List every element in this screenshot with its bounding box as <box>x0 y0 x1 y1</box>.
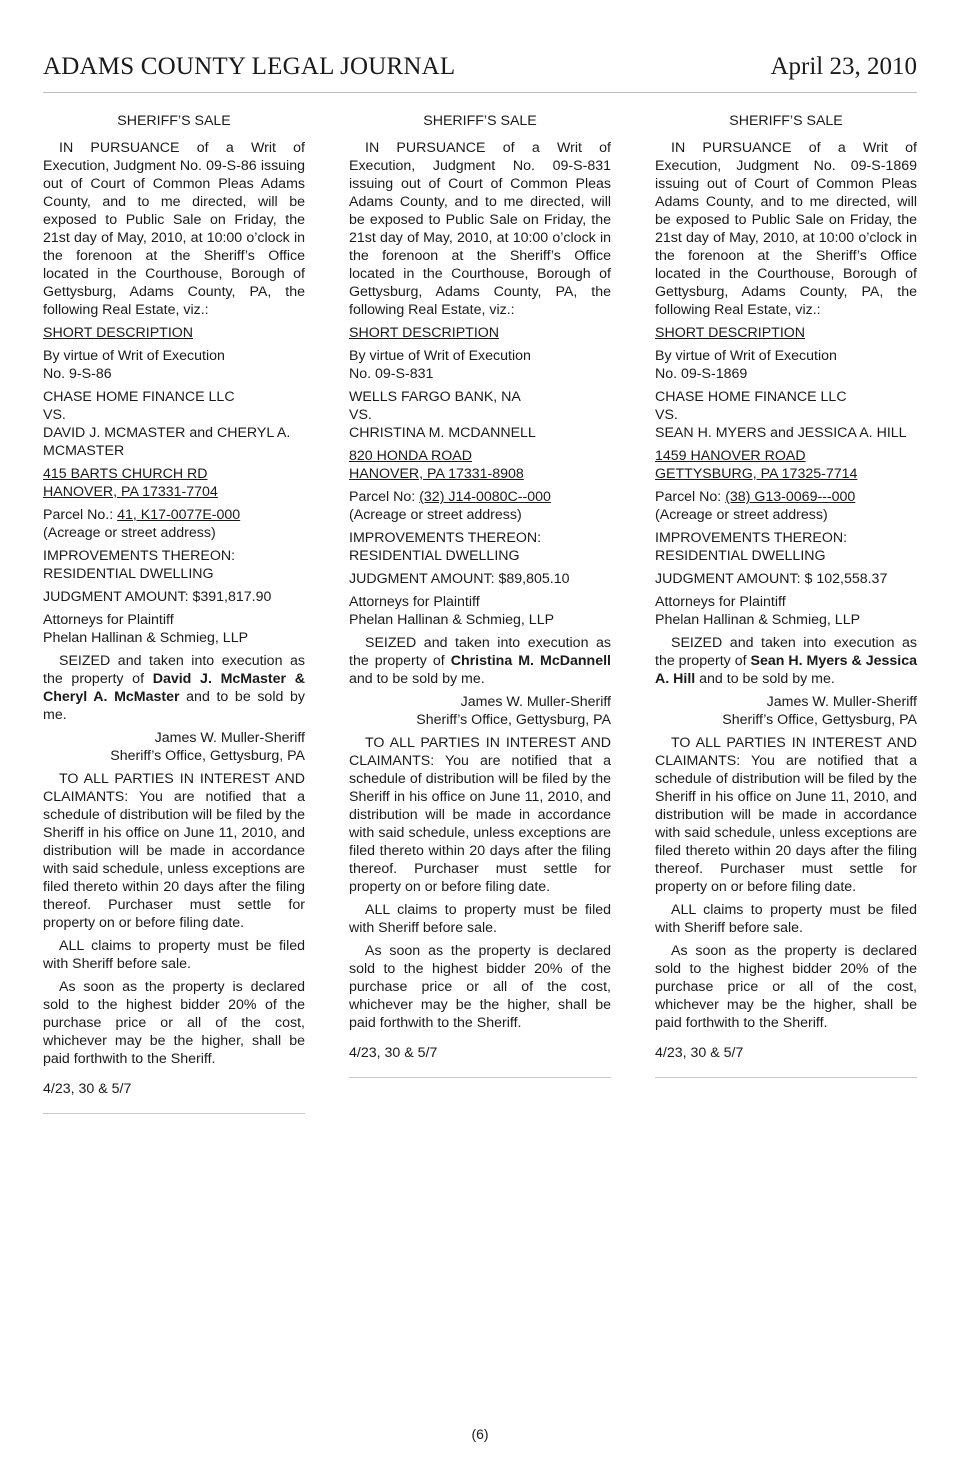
notice-divider <box>43 1103 305 1114</box>
judgment-amount: JUDGMENT AMOUNT: $ 102,558.37 <box>655 571 888 587</box>
sheriff-office: Sheriff’s Office, Gettysburg, PA <box>416 712 611 728</box>
writ-line: By virtue of Writ of Execution <box>349 348 531 364</box>
sheriff-name: James W. Muller-Sheriff <box>766 694 917 710</box>
versus: VS. <box>655 407 678 423</box>
law-firm: Phelan Hallinan & Schmieg, LLP <box>655 612 861 628</box>
writ-block <box>43 347 305 383</box>
parties-notice: TO ALL PARTIES IN INTEREST AND CLAIMANTS: You are notified that a schedule of distribution will be filed by the Sheriff in his office on June 11, 2010, and distribution will be made in accordance with said schedule, unless exceptions are filed thereto within 20 days after the filing thereof. Purchaser must settle for property on or before filing date. <box>655 735 917 895</box>
journal-title: ADAMS COUNTY LEGAL JOURNAL <box>43 53 456 80</box>
parcel-block <box>349 488 611 524</box>
sheriff-office: Sheriff’s Office, Gettysburg, PA <box>110 748 305 764</box>
seizure-statement <box>349 634 611 688</box>
attorneys-label: Attorneys for Plaintiff <box>655 594 786 610</box>
improvements <box>43 547 305 583</box>
law-firm: Phelan Hallinan & Schmieg, LLP <box>43 630 249 646</box>
seizure-text-end: and to be sold by me. <box>349 671 485 687</box>
claims-notice: ALL claims to property must be filed with Sheriff before sale. <box>43 938 305 972</box>
seizure-text: SEIZED and taken into execution as the property of <box>655 635 917 669</box>
writ-block <box>349 347 611 383</box>
payment-notice: As soon as the property is declared sold to the highest bidder 20% of the purchase price or all of the cost, whichever may be the higher, shall be paid forthwith to the Sheriff. <box>349 943 611 1031</box>
improvements-value: RESIDENTIAL DWELLING <box>349 548 520 564</box>
writ-number: No. 09-S-831 <box>349 366 434 382</box>
improvements-value: RESIDENTIAL DWELLING <box>43 566 214 582</box>
plaintiff: WELLS FARGO BANK, NA <box>349 389 521 405</box>
issue-date: April 23, 2010 <box>770 53 917 80</box>
parcel-block <box>43 506 305 542</box>
judgment-amount: JUDGMENT AMOUNT: $89,805.10 <box>349 571 570 587</box>
acreage-note: (Acreage or street address) <box>655 507 828 523</box>
writ-line: By virtue of Writ of Execution <box>655 348 837 364</box>
parcel-number: (38) G13-0069---000 <box>725 489 856 505</box>
defendant: SEAN H. MYERS and JESSICA A. HILL <box>655 425 907 441</box>
short-description-label: SHORT DESCRIPTION <box>43 325 194 341</box>
parcel-number: 41, K17-0077E-000 <box>117 507 241 523</box>
writ-block <box>655 347 917 383</box>
address-line-2: HANOVER, PA 17331-8908 <box>349 466 524 482</box>
notice-divider <box>349 1067 611 1078</box>
notice-column <box>655 112 917 1078</box>
attorneys <box>349 593 611 629</box>
seizure-text-end: and to be sold by me. <box>695 671 835 687</box>
property-address <box>43 465 305 501</box>
seizure-text-end: and to be sold by me. <box>43 689 305 723</box>
seizure-statement <box>655 634 917 688</box>
property-address <box>655 447 917 483</box>
plaintiff: CHASE HOME FINANCE LLC <box>655 389 847 405</box>
defendant: DAVID J. MCMASTER and CHERYL A. MCMASTER <box>43 425 291 459</box>
defendant-name: Christina M. McDannell <box>450 653 611 669</box>
address-line-1: 1459 HANOVER ROAD <box>655 448 806 464</box>
improvements-label: IMPROVEMENTS THEREON: <box>655 530 848 546</box>
payment-notice: As soon as the property is declared sold to the highest bidder 20% of the purchase price or all of the cost, whichever may be the higher, shall be paid forthwith to the Sheriff. <box>43 979 305 1067</box>
parties-notice: TO ALL PARTIES IN INTEREST AND CLAIMANTS: You are notified that a schedule of distribution will be filed by the Sheriff in his office on June 11, 2010, and distribution will be made in accordance with said schedule, unless exceptions are filed thereto within 20 days after the filing thereof. Purchaser must settle for property on or before filing date. <box>349 735 611 895</box>
versus: VS. <box>43 407 66 423</box>
improvements <box>349 529 611 565</box>
page-number: (6) <box>471 1426 489 1442</box>
attorneys-label: Attorneys for Plaintiff <box>349 594 480 610</box>
improvements-label: IMPROVEMENTS THEREON: <box>349 530 542 546</box>
notice-column <box>349 112 611 1078</box>
defendant: CHRISTINA M. MCDANNELL <box>349 425 536 441</box>
notice-intro: IN PURSUANCE of a Writ of Execution, Judgment No. 09-S-831 issuing out of Court of Common Pleas Adams County, and to me directed, will be exposed to Public Sale on Friday, the 21st day of May, 2010, at 10:00 o’clock in the forenoon at the Sheriff’s Office located in the Courthouse, Borough of Gettysburg, Adams County, PA, the following Real Estate, viz.: <box>349 140 611 318</box>
case-parties <box>43 388 305 460</box>
notice-column <box>43 112 305 1114</box>
notice-heading: SHERIFF’S SALE <box>117 113 231 129</box>
sheriff-name: James W. Muller-Sheriff <box>460 694 611 710</box>
law-firm: Phelan Hallinan & Schmieg, LLP <box>349 612 555 628</box>
versus: VS. <box>349 407 372 423</box>
claims-notice: ALL claims to property must be filed with Sheriff before sale. <box>655 902 917 936</box>
writ-number: No. 9-S-86 <box>43 366 112 382</box>
parcel-block <box>655 488 917 524</box>
improvements <box>655 529 917 565</box>
address-line-1: 820 HONDA ROAD <box>349 448 472 464</box>
acreage-note: (Acreage or street address) <box>43 525 216 541</box>
parcel-label: Parcel No: <box>655 489 726 505</box>
seizure-text: SEIZED and taken into execution as the property of <box>349 635 611 669</box>
improvements-value: RESIDENTIAL DWELLING <box>655 548 826 564</box>
notice-divider <box>655 1067 917 1078</box>
address-line-1: 415 BARTS CHURCH RD <box>43 466 208 482</box>
notice-heading: SHERIFF’S SALE <box>423 113 537 129</box>
notice-intro: IN PURSUANCE of a Writ of Execution, Judgment No. 09-S-86 issuing out of Court of Common Pleas Adams County, and to me directed, will be exposed to Public Sale on Friday, the 21st day of May, 2010, at 10:00 o’clock in the forenoon at the Sheriff’s Office located in the Courthouse, Borough of Gettysburg, Adams County, PA, the following Real Estate, viz.: <box>43 140 305 318</box>
notice-heading: SHERIFF’S SALE <box>729 113 843 129</box>
sheriff-name: James W. Muller-Sheriff <box>154 730 305 746</box>
seizure-statement <box>43 652 305 724</box>
writ-line: By virtue of Writ of Execution <box>43 348 225 364</box>
defendant-name: Sean H. Myers & Jessica A. Hill <box>655 653 917 687</box>
case-parties <box>349 388 611 442</box>
plaintiff: CHASE HOME FINANCE LLC <box>43 389 235 405</box>
acreage-note: (Acreage or street address) <box>349 507 522 523</box>
parcel-label: Parcel No: <box>349 489 420 505</box>
sheriff-signature <box>655 693 917 729</box>
sheriff-signature <box>349 693 611 729</box>
attorneys <box>43 611 305 647</box>
attorneys-label: Attorneys for Plaintiff <box>43 612 174 628</box>
parties-notice: TO ALL PARTIES IN INTEREST AND CLAIMANTS: You are notified that a schedule of distribution will be filed by the Sheriff in his office on June 11, 2010, and distribution will be made in accordance with said schedule, unless exceptions are filed thereto within 20 days after the filing thereof. Purchaser must settle for property on or before filing date. <box>43 771 305 931</box>
notice-intro: IN PURSUANCE of a Writ of Execution, Judgment No. 09-S-1869 issuing out of Court of Common Pleas Adams County, and to me directed, will be exposed to Public Sale on Friday, the 21st day of May, 2010, at 10:00 o’clock in the forenoon at the Sheriff’s Office located in the Courthouse, Borough of Gettysburg, Adams County, PA, the following Real Estate, viz.: <box>655 140 917 318</box>
improvements-label: IMPROVEMENTS THEREON: <box>43 548 236 564</box>
property-address <box>349 447 611 483</box>
publication-dates: 4/23, 30 & 5/7 <box>43 1081 132 1097</box>
short-description-label: SHORT DESCRIPTION <box>349 325 500 341</box>
attorneys <box>655 593 917 629</box>
publication-dates: 4/23, 30 & 5/7 <box>349 1045 438 1061</box>
seizure-text: SEIZED and taken into execution as the property of <box>43 653 305 687</box>
parcel-number: (32) J14-0080C--000 <box>419 489 551 505</box>
sheriff-signature <box>43 729 305 765</box>
publication-dates: 4/23, 30 & 5/7 <box>655 1045 744 1061</box>
payment-notice: As soon as the property is declared sold to the highest bidder 20% of the purchase price or all of the cost, whichever may be the higher, shall be paid forthwith to the Sheriff. <box>655 943 917 1031</box>
sheriff-office: Sheriff’s Office, Gettysburg, PA <box>722 712 917 728</box>
short-description-label: SHORT DESCRIPTION <box>655 325 806 341</box>
case-parties <box>655 388 917 442</box>
parcel-label: Parcel No.: <box>43 507 118 523</box>
claims-notice: ALL claims to property must be filed with Sheriff before sale. <box>349 902 611 936</box>
writ-number: No. 09-S-1869 <box>655 366 748 382</box>
page-header <box>43 50 917 93</box>
judgment-amount: JUDGMENT AMOUNT: $391,817.90 <box>43 589 272 605</box>
address-line-2: HANOVER, PA 17331-7704 <box>43 484 218 500</box>
defendant-name: David J. McMaster & Cheryl A. McMaster <box>43 671 305 705</box>
address-line-2: GETTYSBURG, PA 17325-7714 <box>655 466 858 482</box>
